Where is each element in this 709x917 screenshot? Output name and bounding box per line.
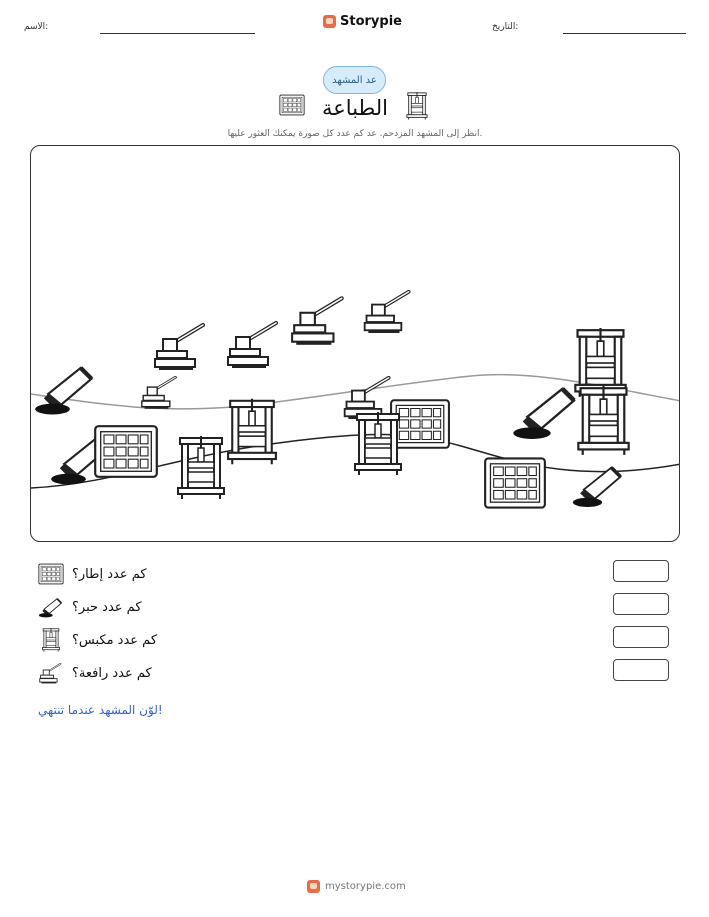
letter-frame	[95, 426, 157, 477]
date-label: التاريخ:	[492, 22, 519, 32]
question-text: كم عدد إطار؟	[72, 566, 147, 582]
colour-instruction: لوّن المشهد عندما تنتهي!	[38, 703, 163, 717]
letter-frame-icon	[38, 563, 64, 585]
instructions: انظر إلى المشهد المزدحم. عد كم عدد كل صورة يمكنك العثور عليها.	[227, 129, 483, 139]
page-title: الطباعة	[322, 96, 388, 120]
question-text: كم عدد حبر؟	[72, 599, 142, 615]
printing-press	[355, 412, 401, 475]
letter-frame-icon	[279, 94, 305, 116]
storypie-mascot-icon	[307, 880, 320, 893]
printing-press-icon	[38, 628, 64, 652]
ink-tube	[35, 368, 91, 415]
lever-press-icon	[38, 661, 64, 685]
scene-drawing	[31, 146, 680, 542]
ink-tube	[573, 468, 621, 507]
brand-logo	[323, 14, 402, 29]
date-field-line[interactable]	[563, 33, 686, 34]
name-label: الاسم:	[24, 22, 49, 32]
question-row-frame	[38, 562, 147, 586]
storypie-mascot-icon	[323, 15, 336, 28]
answer-box-press[interactable]	[613, 626, 669, 648]
lever-press	[142, 377, 176, 409]
brand-name: Storypie	[340, 14, 402, 29]
activity-badge: عد المشهد	[323, 66, 386, 94]
footer	[307, 880, 406, 893]
lever-press	[365, 292, 409, 333]
counting-scene	[30, 145, 680, 542]
printing-press	[578, 386, 628, 455]
printing-press-icon	[406, 92, 428, 120]
question-text: كم عدد مكبس؟	[72, 632, 158, 648]
answer-box-ink[interactable]	[613, 593, 669, 615]
printing-press	[228, 399, 276, 465]
question-text: كم عدد رافعة؟	[72, 665, 152, 681]
footer-site[interactable]: mystorypie.com	[325, 881, 406, 892]
lever-press	[345, 378, 389, 419]
question-row-lever	[38, 661, 152, 685]
printing-press	[178, 436, 224, 499]
ink-tube-icon	[38, 596, 64, 618]
lever-press	[292, 298, 342, 345]
question-row-ink	[38, 595, 142, 619]
answer-box-frame[interactable]	[613, 560, 669, 582]
letter-frame	[391, 400, 449, 448]
lever-press	[155, 325, 203, 370]
name-field-line[interactable]	[100, 33, 255, 34]
question-row-press	[38, 628, 157, 652]
answer-box-lever[interactable]	[613, 659, 669, 681]
ink-tube	[513, 389, 574, 439]
lever-press	[228, 323, 276, 368]
printing-press	[575, 328, 625, 397]
letter-frame	[485, 458, 545, 507]
